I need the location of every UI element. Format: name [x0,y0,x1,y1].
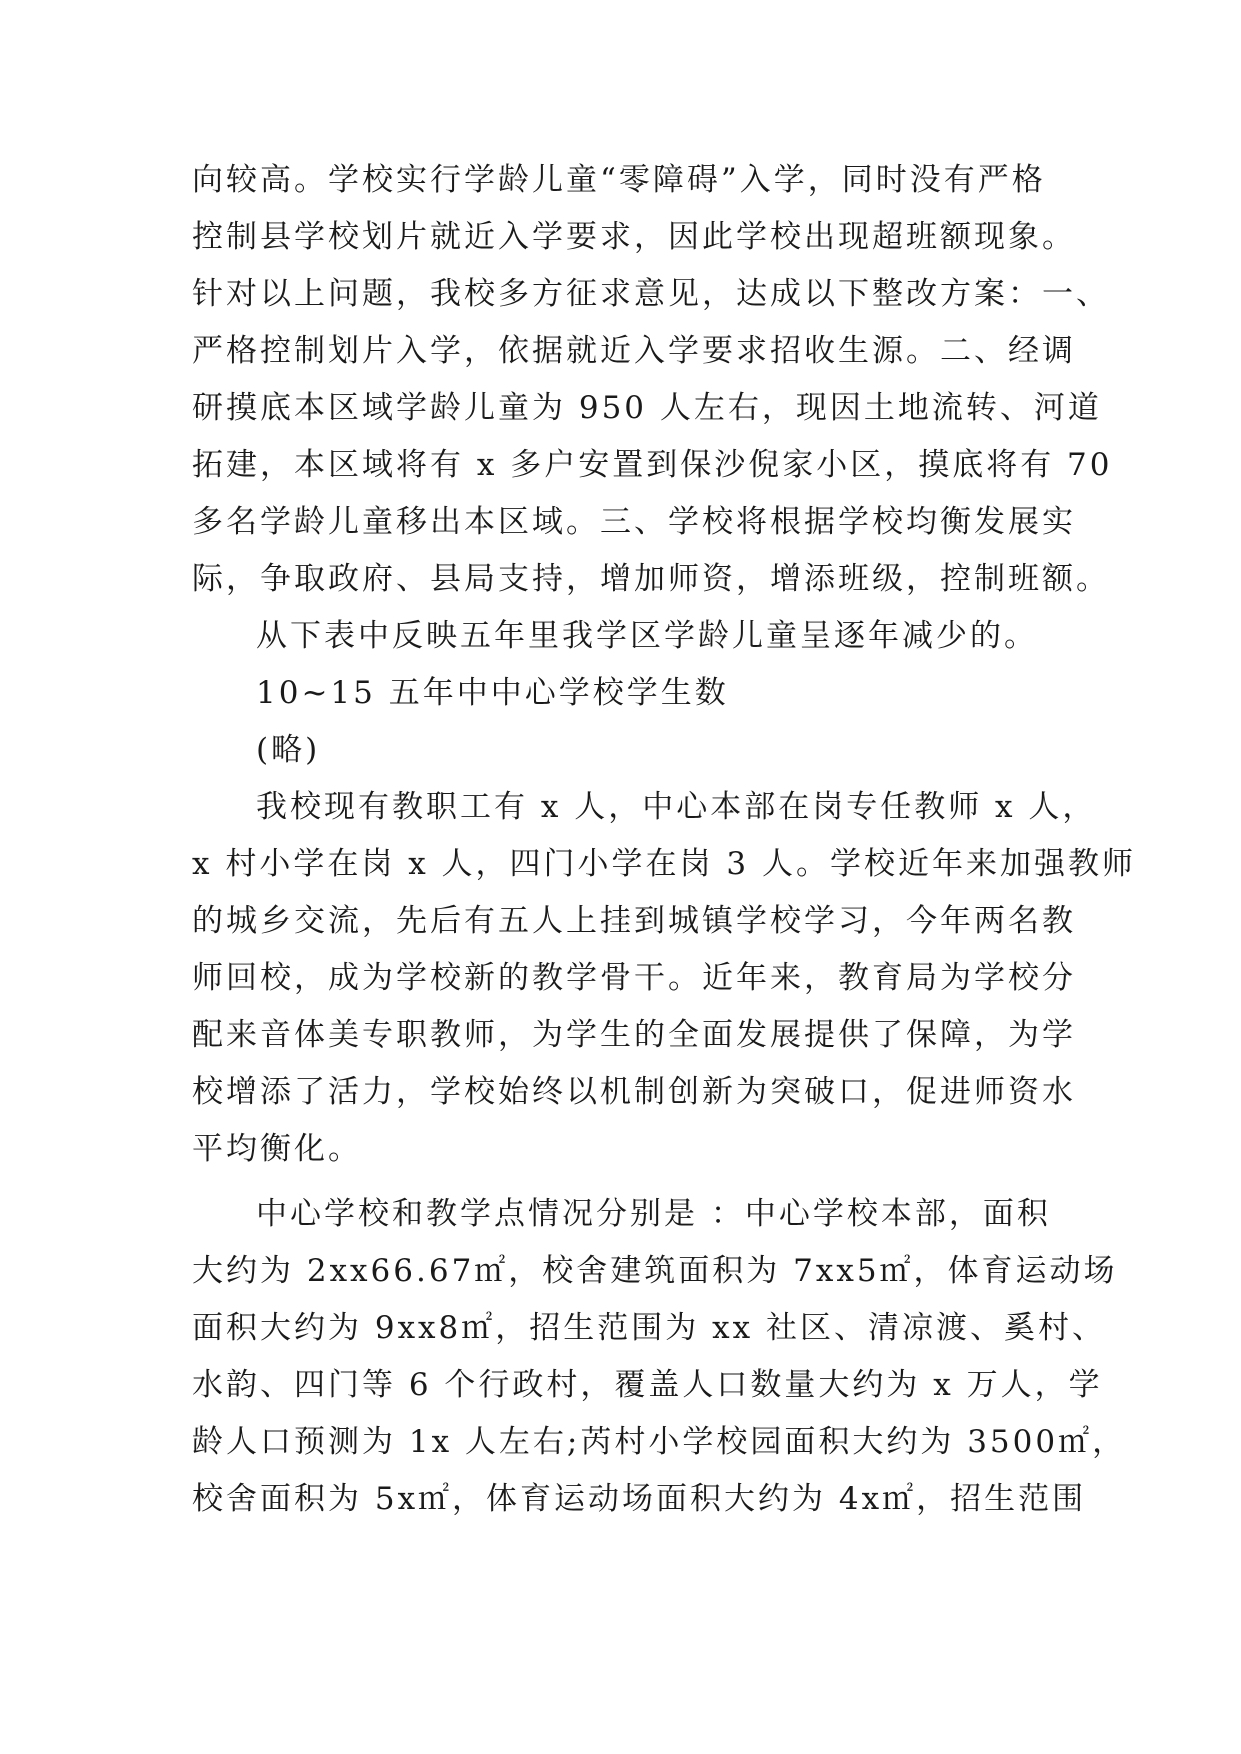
paragraph-line: 水韵、四门等 6 个行政村，覆盖人口数量大约为 x 万人，学 [192,1367,1103,1403]
paragraph-line: 针对以上问题，我校多方征求意见，达成以下整改方案：一、 [192,276,1110,312]
paragraph-line: 大约为 2xx66.67㎡，校舍建筑面积为 7xx5㎡，体育运动场 [192,1253,1118,1289]
paragraph-line: 严格控制划片入学，依据就近入学要求招收生源。二、经调 [192,333,1076,369]
paragraph-line: 面积大约为 9xx8㎡，招生范围为 xx 社区、清凉渡、奚村、 [192,1310,1106,1346]
paragraph-line: 控制县学校划片就近入学要求，因此学校出现超班额现象。 [192,219,1076,255]
paragraph-line: 校增添了活力，学校始终以机制创新为突破口，促进师资水 [192,1074,1076,1110]
paragraph-line: x 村小学在岗 x 人，四门小学在岗 3 人。学校近年来加强教师 [192,846,1136,882]
paragraph-line: 际，争取政府、县局支持，增加师资，增添班级，控制班额。 [192,561,1110,597]
paragraph-line: 研摸底本区域学龄儿童为 950 人左右，现因土地流转、河道 [192,390,1102,426]
paragraph-line: 平均衡化。 [192,1131,362,1167]
paragraph-line: 从下表中反映五年里我学区学龄儿童呈逐年减少的。 [256,618,1038,654]
paragraph-line: 校舍面积为 5x㎡，体育运动场面积大约为 4x㎡，招生范围 [192,1481,1087,1517]
table-caption: 10~15 五年中中心学校学生数 [256,675,729,711]
table-omitted-note: (略) [256,732,321,768]
paragraph-line: 的城乡交流，先后有五人上挂到城镇学校学习，今年两名教 [192,903,1076,939]
paragraph-line: 向较高。学校实行学龄儿童“零障碍”入学，同时没有严格 [192,162,1046,198]
paragraph-line: 师回校，成为学校新的教学骨干。近年来，教育局为学校分 [192,960,1076,996]
paragraph-line: 我校现有教职工有 x 人，中心本部在岗专任教师 x 人， [256,789,1097,825]
paragraph-line: 配来音体美专职教师，为学生的全面发展提供了保障，为学 [192,1017,1076,1053]
paragraph-line: 多名学龄儿童移出本区域。三、学校将根据学校均衡发展实 [192,504,1076,540]
paragraph-line: 中心学校和教学点情况分别是 ：中心学校本部，面积 [256,1196,1051,1232]
paragraph-line: 拓建，本区域将有 x 多户安置到保沙倪家小区，摸底将有 70 [192,447,1113,483]
paragraph-line: 龄人口预测为 1x 人左右;芮村小学校园面积大约为 3500㎡， [192,1424,1127,1460]
